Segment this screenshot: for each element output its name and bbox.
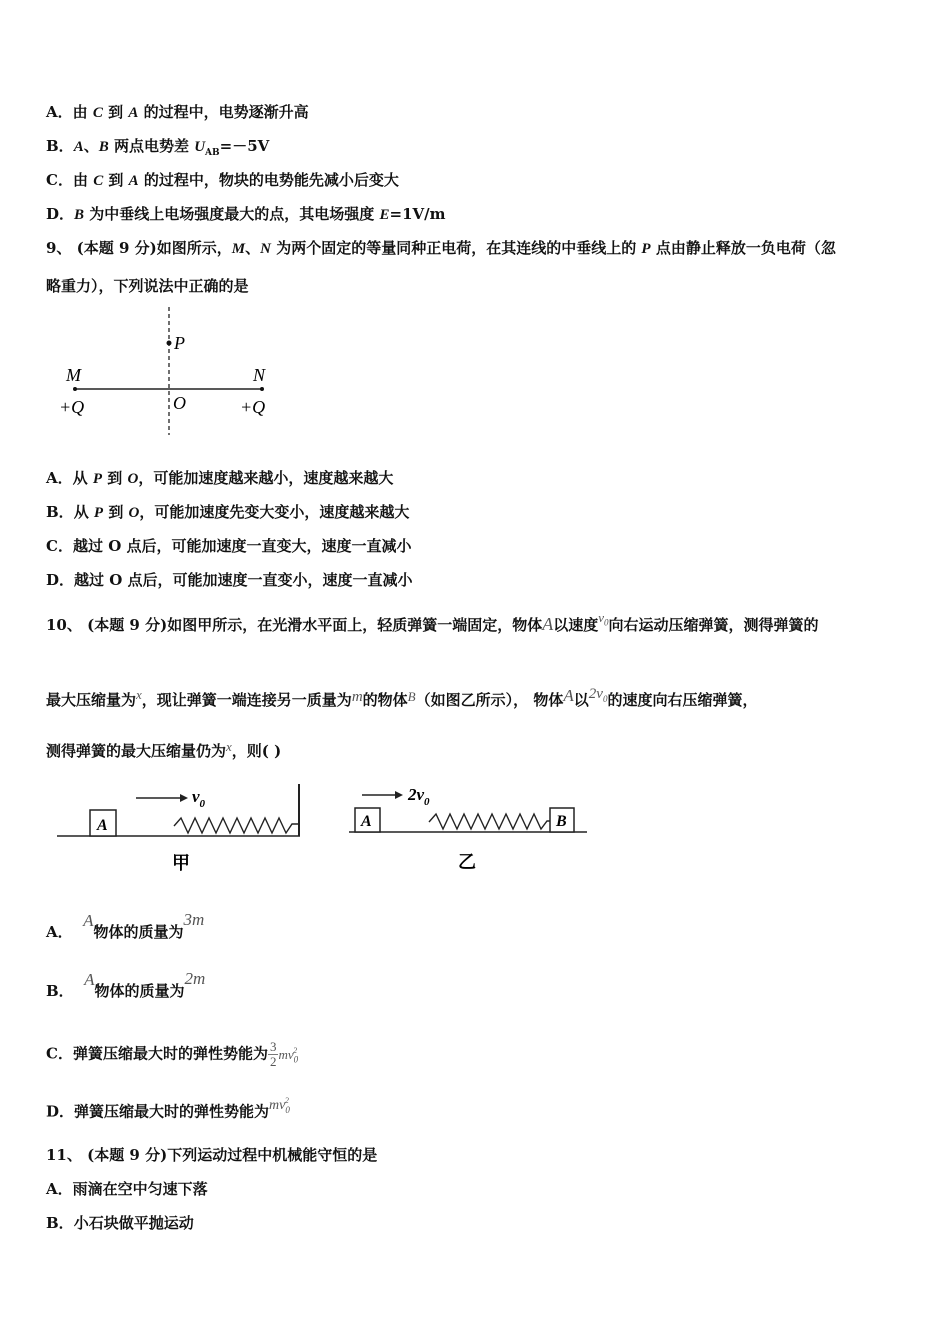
caption-yi: 乙 <box>458 852 476 872</box>
label-m: M <box>66 365 81 385</box>
q9-charges-figure <box>50 305 290 440</box>
charge-left: +Q <box>59 397 85 417</box>
q10-option-c: C．弹簧压缩最大时的弹性势能为 $\frac{3}{2}$ $mv_0^2$ <box>46 1039 299 1069</box>
velocity-label-left: $v_0$ <box>192 787 206 810</box>
q11-option-a: A．雨滴在空中匀速下落 <box>46 1180 208 1198</box>
point-m <box>73 387 77 391</box>
spring-left <box>174 818 298 833</box>
fraction-three-halves: $\frac{3}{2}$ <box>269 1039 277 1069</box>
q10-spring-figure-yi <box>345 778 595 878</box>
q9-option-d: D．越过 O 点后，可能加速度一直变小，速度一直减小 <box>46 571 413 589</box>
caption-jia: 甲 <box>172 853 190 873</box>
q11-stem: 11、 (本题 9 分)下列运动过程中机械能守恒的是 <box>46 1146 378 1164</box>
q9-stem-line2: 略重力），下列说法中正确的是 <box>46 277 249 295</box>
block-a-right-label: A <box>361 813 372 830</box>
block-b-right-label: B <box>556 813 567 830</box>
q10-stem-line2: 最大压缩量为x，现让弹簧一端连接另一质量为m的物体B（如图乙所示）， 物体A以$2v_0$的速度向右压缩弹簧， <box>46 686 758 709</box>
q9-option-a: A．从 P 到 O，可能加速度越来越小，速度越来越大 <box>46 469 394 487</box>
q10-option-b: B． A物体的质量为2m <box>46 969 206 1000</box>
q8-option-d: D．B 为中垂线上电场强度最大的点，其电场强度 E=1V/m <box>46 205 446 223</box>
q10-stem-line3: 测得弹簧的最大压缩量仍为x，则( ) <box>46 739 282 760</box>
point-n <box>260 387 264 391</box>
q8-option-b: B．A、B 两点电势差 $U_{AB}=-5V$ <box>46 137 270 158</box>
q9-option-c: C．越过 O 点后，可能加速度一直变大，速度一直减小 <box>46 537 412 555</box>
velocity-label-right: $2v_0$ <box>408 785 430 808</box>
q9-stem-line1: 9、 (本题 9 分)如图所示，M、N 为两个固定的等量同种正电荷，在其连线的中垂线上的 P 点由静止释放一负电荷（忽 <box>46 239 836 257</box>
charge-right: +Q <box>240 397 266 417</box>
spring-right <box>429 814 550 829</box>
q10-option-a: A． A物体的质量为3m <box>46 910 205 941</box>
q11-option-b: B．小石块做平抛运动 <box>46 1214 194 1232</box>
q10-stem-line1: 10、 (本题 9 分)如图甲所示，在光滑水平面上，轻质弹簧一端固定，物体A以速度$v_0$向右运动压缩弹簧，测得弹簧的 <box>46 610 819 634</box>
q8-option-c: C．由 C 到 A 的过程中，物块的电势能先减小后变大 <box>46 171 399 189</box>
velocity-arrowhead-right <box>395 791 403 799</box>
q8-option-a: A．由 C 到 A 的过程中，电势逐渐升高 <box>46 103 309 121</box>
q9-option-b: B．从 P 到 O，可能加速度先变大变小，速度越来越大 <box>46 503 410 521</box>
q10-option-d: D．弹簧压缩最大时的弹性势能为$mv_0^2$ <box>46 1096 290 1121</box>
velocity-arrowhead-left <box>180 794 188 802</box>
label-p: P <box>174 333 185 353</box>
block-a-left-label: A <box>97 817 108 834</box>
label-n: N <box>253 365 266 385</box>
q10-spring-figure-jia <box>54 778 309 878</box>
label-o: O <box>173 393 186 413</box>
point-p <box>167 341 172 346</box>
